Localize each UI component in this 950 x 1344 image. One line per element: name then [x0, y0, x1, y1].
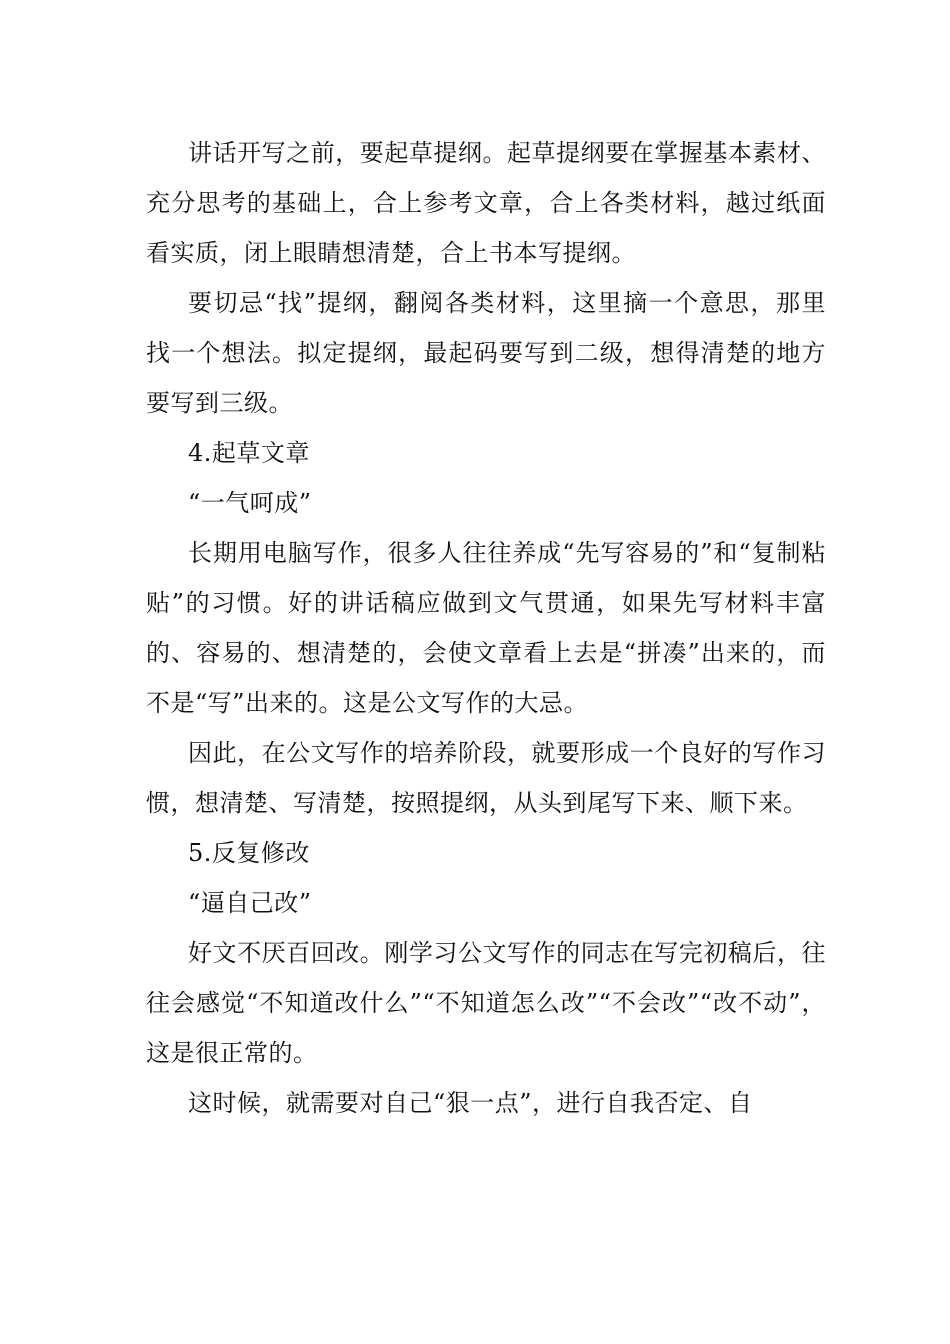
section-heading-draft-article: 4.起草文章	[188, 439, 310, 467]
subheading-force-revision: “逼自己改”	[188, 889, 312, 917]
paragraph-computer-writing-habits: 长期用电脑写作，很多人往往养成“先写容易的”和“复制粘贴”的习惯。好的讲话稿应做到文气贯通，如果先写材料丰富的、容易的、想清楚的，会使文章看上去是“拼凑”出来的，而不是“写”出来的。这是公文写作的大忌。	[146, 539, 826, 717]
paragraph-outline-drafting: 讲话开写之前，要起草提纲。起草提纲要在掌握基本素材、充分思考的基础上，合上参考文章，合上各类材料，越过纸面看实质，闭上眼睛想清楚，合上书本写提纲。	[146, 139, 826, 267]
paragraph-avoid-finding-outline: 要切忌“找”提纲，翻阅各类材料，这里摘一个意思，那里找一个想法。拟定提纲，最起码要写到二级，想得清楚的地方要写到三级。	[146, 289, 826, 417]
paragraph-good-writing-habit: 因此，在公文写作的培养阶段，就要形成一个良好的写作习惯，想清楚、写清楚，按照提纲，从头到尾写下来、顺下来。	[146, 739, 826, 817]
section-heading-revise: 5.反复修改	[188, 839, 310, 867]
paragraph-revision-difficulty: 好文不厌百回改。刚学习公文写作的同志在写完初稿后，往往会感觉“不知道改什么”“不知道怎么改”“不会改”“改不动”，这是很正常的。	[146, 939, 826, 1067]
paragraph-self-critique: 这时候，就需要对自己“狠一点”，进行自我否定、自	[188, 1089, 753, 1117]
subheading-one-go: “一气呵成”	[188, 489, 312, 517]
document-body	[146, 128, 826, 1128]
